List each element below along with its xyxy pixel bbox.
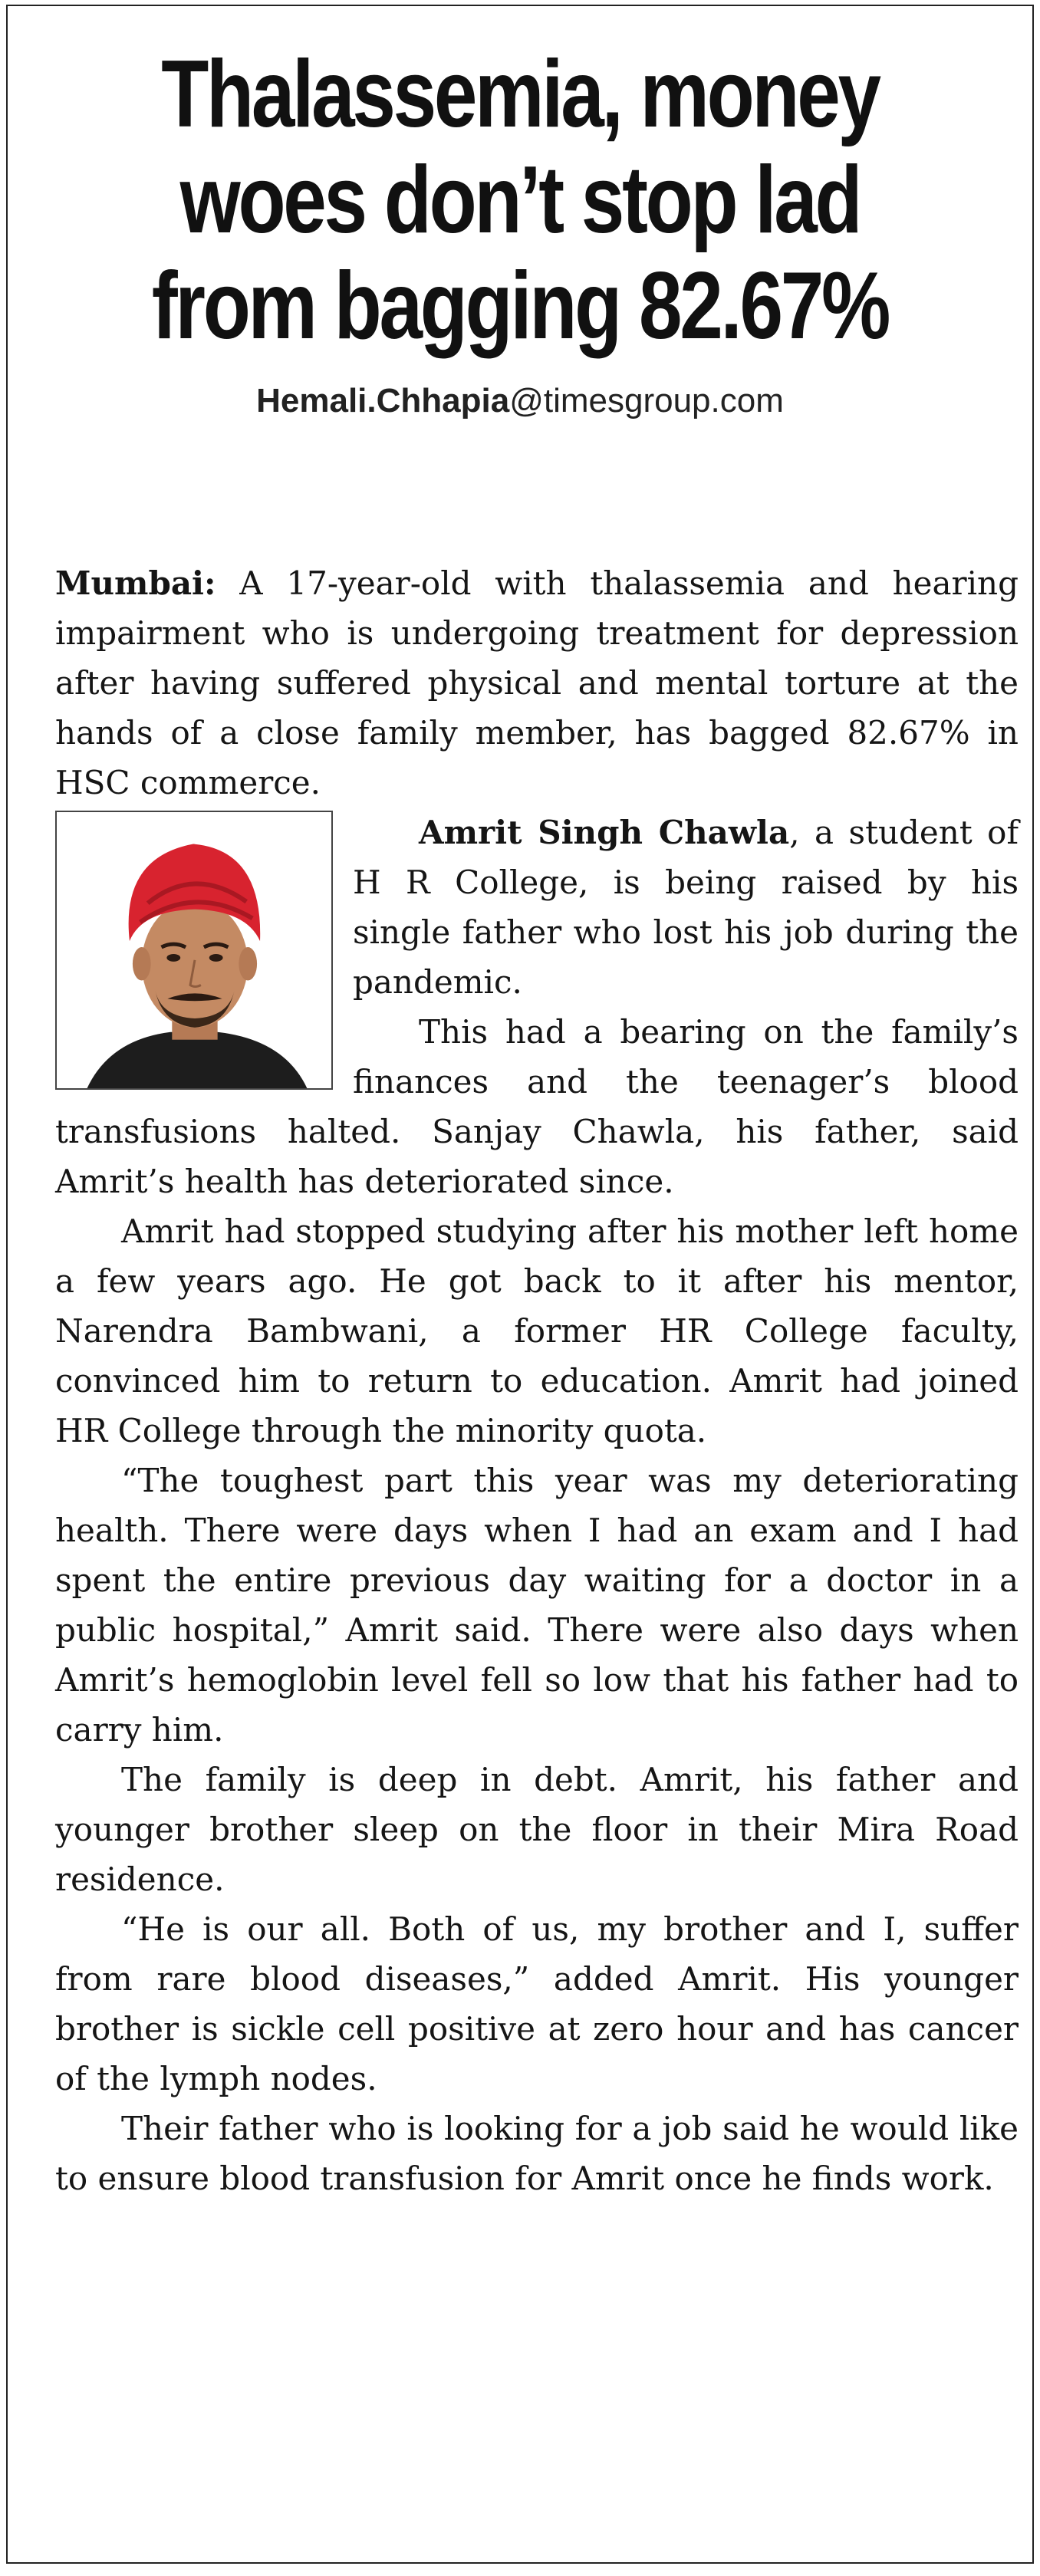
- portrait-photo: [55, 811, 333, 1090]
- paragraph-1: [55, 558, 1019, 808]
- paragraph-4: Amrit had stopped studying after his mother left home a few years ago. He got back to it after his mentor, Narendra Bambwani, a former HR College faculty, convinced him to return to education. Amrit had joined HR College through the minority quota.: [55, 1212, 1019, 1449]
- paragraph-6: The family is deep in debt. Amrit, his father and younger brother sleep on the floor in their Mira Road residence.: [55, 1761, 1019, 1898]
- headline-line-2: woes don’t stop lad: [179, 147, 861, 253]
- paragraph-7: “He is our all. Both of us, my brother and I, suffer from rare blood diseases,” added Amrit. His younger brother is sickle cell positive at zero hour and has cancer of the lymph nodes.: [55, 1910, 1019, 2097]
- paragraph-3: This had a bearing on the family’s finances and the teenager’s blood transfusions halted. Sanjay Chawla, his father, said Amrit’s health has deteriorated since.: [55, 1013, 1019, 1200]
- paragraph-5: “The toughest part this year was my deteriorating health. There were days when I had an exam and I had spent the entire previous day waiting for a doctor in a public hospital,” Amrit said. There were also days when Amrit’s hemoglobin level fell so low that his father had to carry him.: [55, 1462, 1019, 1749]
- paragraph-1-text: A 17-year-old with thalassemia and hearing impairment who is undergoing treatment for depression after having suffered physical and mental torture at the hands of a close family member, has bagged 82.67% in HSC commerce.: [55, 564, 1019, 801]
- byline-domain: @timesgroup.com: [509, 382, 784, 419]
- article-body: [55, 558, 1019, 2203]
- byline: [8, 382, 1032, 420]
- paragraph-2-text: , a student of H R College, is being raised by his single father who lost his job during the pandemic.: [353, 814, 1019, 1001]
- headline-line-3: from bagging 82.67%: [151, 253, 889, 359]
- portrait-illustration-icon: [57, 812, 331, 1088]
- dateline: Mumbai:: [55, 564, 216, 602]
- student-name: Amrit Singh Chawla: [419, 814, 790, 851]
- news-clipping: [6, 5, 1034, 2564]
- headline-line-1: Thalassemia, money: [161, 41, 879, 147]
- byline-name: Hemali.Chhapia: [256, 382, 510, 419]
- headline: [100, 41, 940, 359]
- paragraph-8: Their father who is looking for a job said he would like to ensure blood transfusion for Amrit once he finds work.: [55, 2110, 1019, 2197]
